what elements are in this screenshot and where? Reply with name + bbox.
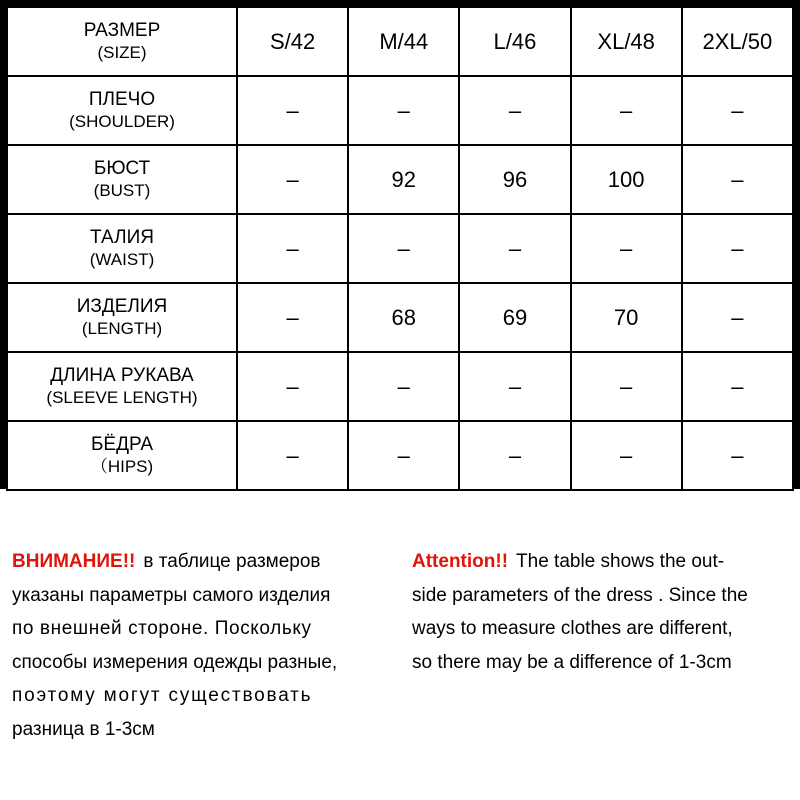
table-cell: – [237,421,348,490]
warning-label-ru: ВНИМАНИЕ!! [12,551,136,572]
note-line: по внешней стороне. Поскольку [12,618,312,639]
table-cell: – [571,352,682,421]
row-label-cell [7,214,237,283]
size-header-ru: РАЗМЕР [83,20,161,41]
table-cell: 96 [459,145,570,214]
size-column-header: M/44 [348,7,459,76]
row-label-ru: ПЛЕЧО [88,89,156,110]
table-cell: – [237,283,348,352]
size-header-cell [7,7,237,76]
row-label-ru: ТАЛИЯ [90,227,154,248]
table-row [7,76,793,145]
table-cell: – [348,352,459,421]
table-cell: – [571,214,682,283]
row-label-en: (SHOULDER) [69,112,175,131]
row-label-en: (WAIST) [89,250,155,269]
table-cell: – [459,214,570,283]
note-line: side parameters of the dress . Since the [412,584,748,606]
note-text: The table shows the out- [516,551,725,572]
table-header-row [7,7,793,76]
note-line: разница в 1-3см [12,718,155,740]
table-cell: 68 [348,283,459,352]
table-row [7,283,793,352]
note-line [412,545,794,579]
table-cell: – [348,76,459,145]
table-cell: 70 [571,283,682,352]
row-label-en: (BUST) [93,181,151,200]
table-cell: – [237,145,348,214]
size-column-header: 2XL/50 [682,7,793,76]
table-row [7,352,793,421]
table-cell: 92 [348,145,459,214]
table-cell: – [348,214,459,283]
table-cell: – [571,76,682,145]
table-cell: – [682,214,793,283]
row-label-cell [7,421,237,490]
table-cell: – [682,283,793,352]
row-label-en: (SLEEVE LENGTH) [46,388,198,407]
row-label-ru: БЁДРА [90,434,154,455]
size-chart-table [6,6,794,491]
size-column-header: S/42 [237,7,348,76]
size-column-header: XL/48 [571,7,682,76]
note-russian [12,545,382,746]
table-cell: – [571,421,682,490]
table-row [7,214,793,283]
table-cell: 100 [571,145,682,214]
size-column-header: L/46 [459,7,570,76]
note-line: so there may be a difference of 1-3cm [412,651,732,673]
table-cell: – [459,76,570,145]
table-cell: – [682,352,793,421]
note-line: способы измерения одежды разные, [12,651,338,673]
row-label-cell [7,145,237,214]
note-line: ways to measure clothes are different, [412,618,733,639]
row-label-cell [7,352,237,421]
table-cell: – [682,145,793,214]
table-cell: – [237,76,348,145]
row-label-ru: ИЗДЕЛИЯ [76,296,168,317]
table-cell: – [237,214,348,283]
note-line [12,545,382,579]
note-english [412,545,794,679]
table-cell: – [459,352,570,421]
table-cell: – [348,421,459,490]
table-row [7,421,793,490]
table-cell: – [682,421,793,490]
note-line: указаны параметры самого изделия [12,584,331,606]
table-cell: – [682,76,793,145]
table-cell: 69 [459,283,570,352]
note-line: поэтому могут существовать [12,685,313,706]
note-text: в таблице размеров [143,551,321,572]
row-label-cell [7,283,237,352]
table-cell: – [237,352,348,421]
row-label-ru: ДЛИНА РУКАВА [50,365,194,386]
row-label-en: （HIPS) [90,457,154,476]
table-row [7,145,793,214]
size-header-en: (SIZE) [97,43,147,62]
row-label-cell [7,76,237,145]
row-label-ru: БЮСТ [93,158,151,179]
warning-label-en: Attention!! [412,551,509,572]
row-label-en: (LENGTH) [81,319,163,338]
table-cell: – [459,421,570,490]
